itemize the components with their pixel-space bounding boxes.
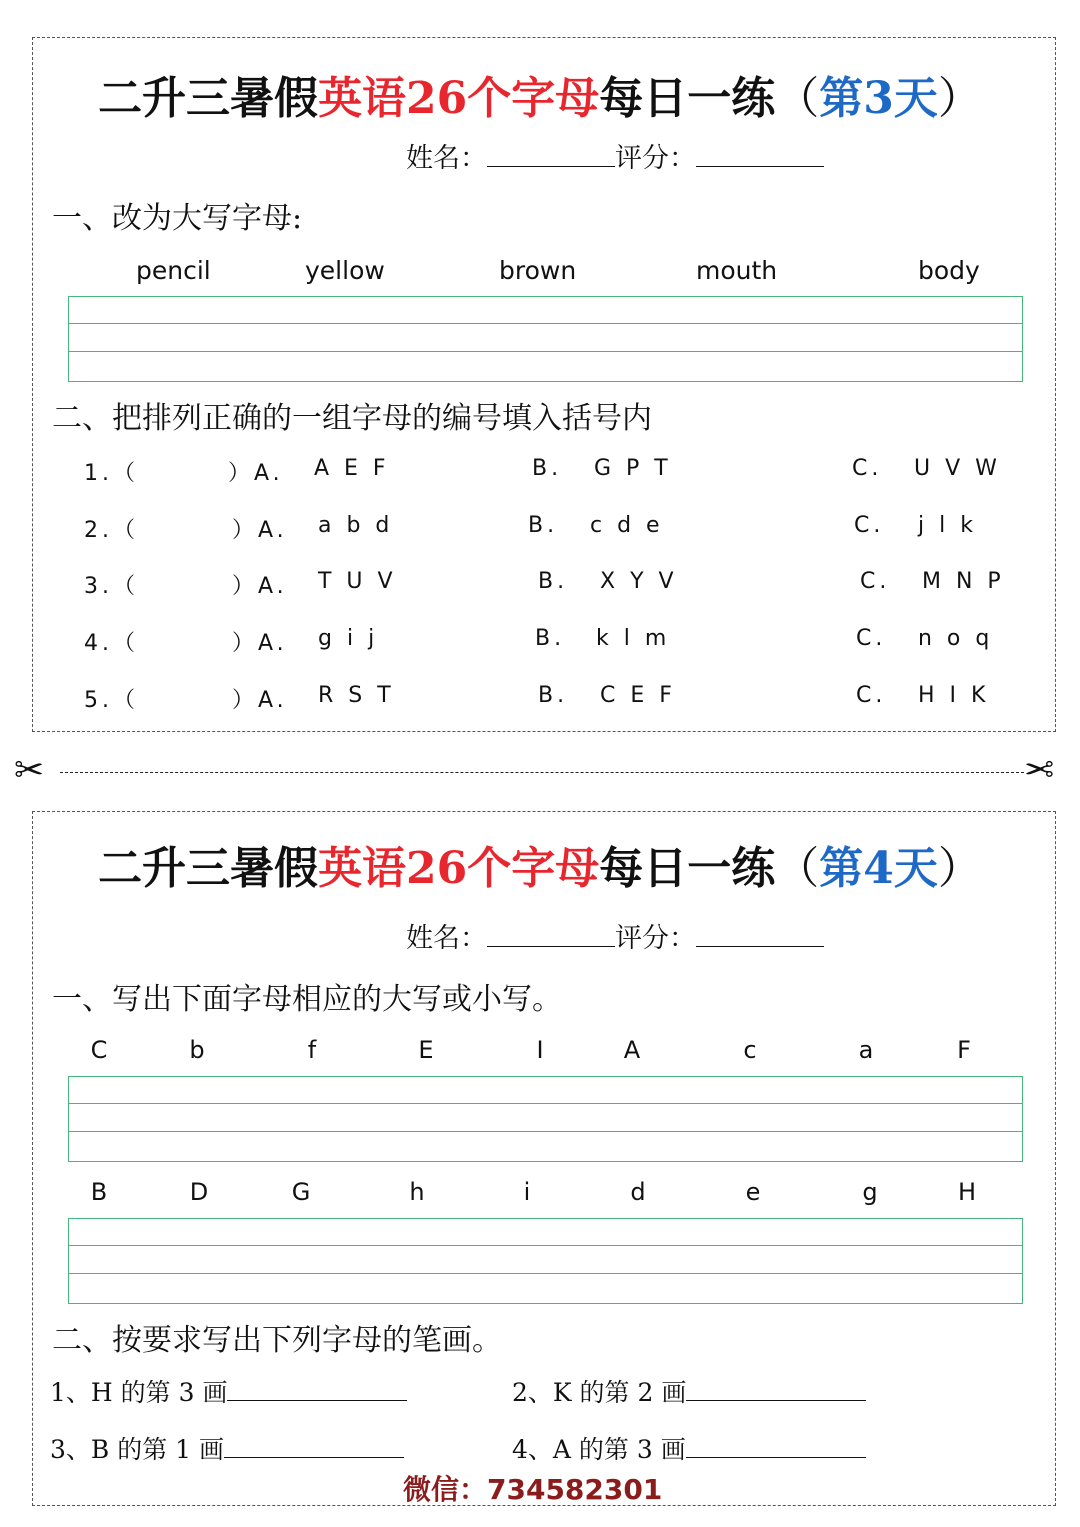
letter-item: c	[743, 1036, 757, 1064]
name-blank[interactable]	[487, 146, 615, 167]
score-blank[interactable]	[696, 926, 824, 947]
option-c-label: C.	[856, 683, 887, 708]
section-heading: 二、按要求写出下列字母的笔画。	[52, 1323, 502, 1358]
name-label: 姓名：	[406, 143, 487, 174]
question-number: 2.（	[84, 518, 139, 543]
letter-item: a	[858, 1036, 874, 1064]
title-paren: （	[775, 843, 820, 894]
option-c[interactable]: n o q	[918, 626, 994, 651]
letter-item: b	[189, 1036, 205, 1064]
option-c-label: C.	[852, 456, 883, 481]
title-part: 二升三暑假	[98, 73, 319, 124]
word-item: body	[918, 256, 980, 285]
name-blank[interactable]	[487, 926, 615, 947]
letter-item: I	[536, 1036, 544, 1064]
question-number: 5.（	[84, 688, 139, 713]
question-number: 1.（	[84, 461, 139, 486]
option-a[interactable]: R S T	[318, 683, 395, 708]
name-label: 姓名：	[406, 923, 487, 954]
letter-item: F	[957, 1036, 971, 1064]
answer-blank-close: ）A.	[232, 518, 288, 543]
writing-lines[interactable]	[68, 296, 1023, 382]
letter-item: D	[189, 1178, 209, 1206]
letter-item: d	[630, 1178, 646, 1206]
option-c-label: C.	[856, 626, 887, 651]
option-b-label: B.	[538, 683, 569, 708]
letter-item: f	[307, 1036, 317, 1064]
letter-item: i	[523, 1178, 531, 1206]
option-b[interactable]: G P T	[594, 456, 672, 481]
writing-lines[interactable]	[68, 1076, 1023, 1162]
option-b[interactable]: C E F	[600, 683, 676, 708]
name-score-row	[406, 136, 824, 175]
word-item: yellow	[305, 256, 385, 285]
option-b[interactable]: c d e	[590, 513, 664, 538]
section-heading: 一、写出下面字母相应的大写或小写。	[52, 982, 562, 1017]
answer-blank[interactable]	[227, 1378, 407, 1401]
section-heading: 二、把排列正确的一组字母的编号填入括号内	[52, 401, 652, 436]
answer-blank[interactable]	[224, 1435, 404, 1458]
option-a[interactable]: a b d	[318, 513, 394, 538]
stroke-question-text: 2、K 的第 2 画	[512, 1378, 687, 1407]
stroke-question-text: 1、H 的第 3 画	[50, 1378, 228, 1407]
option-b[interactable]: k l m	[596, 626, 671, 651]
wechat-watermark: 微信：734582301	[403, 1473, 663, 1506]
answer-blank-close: ）A.	[232, 688, 288, 713]
writing-lines[interactable]	[68, 1218, 1023, 1304]
option-b-label: B.	[528, 513, 559, 538]
letter-item: h	[409, 1178, 425, 1206]
answer-blank-close: ）A.	[232, 574, 288, 599]
title-day: 第3天	[819, 73, 938, 124]
answer-blank[interactable]	[686, 1378, 866, 1401]
question-number: 4.（	[84, 631, 139, 656]
option-b-label: B.	[538, 569, 569, 594]
option-b-label: B.	[532, 456, 563, 481]
name-score-row	[406, 916, 824, 955]
score-label: 评分：	[615, 143, 696, 174]
answer-blank[interactable]	[686, 1435, 866, 1458]
letter-item: C	[90, 1036, 108, 1064]
letter-item: B	[90, 1178, 108, 1206]
answer-blank-close: ）A.	[228, 461, 284, 486]
page-title-day4	[0, 832, 1080, 896]
letter-item: A	[623, 1036, 641, 1064]
option-c[interactable]: U V W	[914, 456, 1001, 481]
stroke-question-text: 4、A 的第 3 画	[512, 1435, 686, 1464]
option-b-label: B.	[535, 626, 566, 651]
score-label: 评分：	[615, 923, 696, 954]
stroke-question	[50, 1430, 404, 1466]
title-highlight: 英语26个字母	[318, 843, 600, 894]
scissors-icon: ✂	[14, 750, 45, 791]
letter-item: g	[862, 1178, 878, 1206]
stroke-question	[50, 1373, 407, 1409]
title-part: 二升三暑假	[98, 843, 319, 894]
score-blank[interactable]	[696, 146, 824, 167]
option-b[interactable]: X Y V	[600, 569, 678, 594]
option-c[interactable]: j l k	[918, 513, 977, 538]
title-part: 每日一练	[599, 73, 776, 124]
option-a[interactable]: A E F	[314, 456, 390, 481]
letter-item: G	[291, 1178, 311, 1206]
title-paren: （	[775, 73, 820, 124]
title-highlight: 英语26个字母	[318, 73, 600, 124]
section-heading: 一、改为大写字母:	[52, 201, 303, 236]
word-item: pencil	[136, 256, 211, 285]
cut-line	[60, 772, 1024, 773]
option-c[interactable]: M N P	[922, 569, 1005, 594]
question-number: 3.（	[84, 574, 139, 599]
page-title-day3	[0, 62, 1080, 126]
word-item: brown	[499, 256, 577, 285]
letter-item: E	[418, 1036, 434, 1064]
letter-item: e	[745, 1178, 761, 1206]
title-day: 第4天	[819, 843, 938, 894]
stroke-question	[512, 1430, 866, 1466]
answer-blank-close: ）A.	[232, 631, 288, 656]
title-paren: ）	[937, 843, 982, 894]
scissors-icon: ✂	[1024, 750, 1055, 791]
stroke-question-text: 3、B 的第 1 画	[50, 1435, 225, 1464]
option-c-label: C.	[860, 569, 891, 594]
stroke-question	[512, 1373, 866, 1409]
letter-item: H	[957, 1178, 977, 1206]
word-item: mouth	[696, 256, 778, 285]
title-part: 每日一练	[599, 843, 776, 894]
title-paren: ）	[937, 73, 982, 124]
option-c-label: C.	[854, 513, 885, 538]
option-c[interactable]: H I K	[918, 683, 990, 708]
option-a[interactable]: T U V	[318, 569, 397, 594]
option-a[interactable]: g i j	[318, 626, 379, 651]
